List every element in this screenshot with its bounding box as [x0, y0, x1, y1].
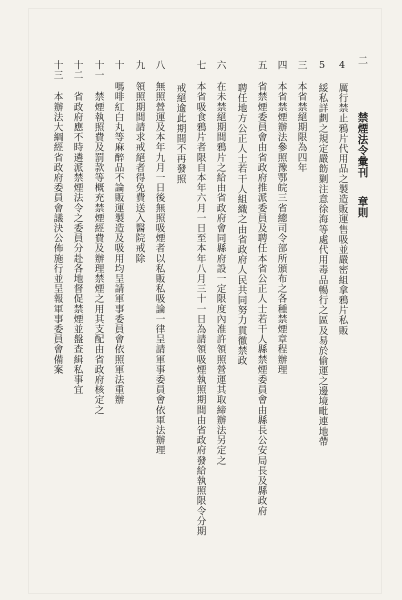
- running-title: 禁煙法令彙刊: [356, 112, 369, 178]
- item-number: 七: [194, 60, 206, 71]
- item-text: 省禁煙委員會由省政府推派委員及聘任本省公正人士若干人縣禁煙委員會由縣長公安局長及縣政府: [255, 81, 267, 516]
- item-text: 綏私詳劃之規定嚴飭剿注意徐海等處代用毒品暢行之區及易於偷運之邊境毗連地帶: [316, 83, 328, 447]
- line-article-5-cont: [236, 83, 246, 366]
- item-text: 厲行禁止鴉片代用品之製造販運售吸並嚴密組拿鴉片私販: [336, 83, 348, 336]
- item-number: 八: [153, 60, 165, 71]
- item-text: 省政府應不時遴派禁煙法令之委員分赴各地督促禁煙並盤查緝私事宜: [71, 91, 83, 395]
- line-article-6: [215, 60, 225, 465]
- item-text: 本省禁煙辦法參照豫鄂皖三省總司令部所頒布之各種禁煙章程辦理: [275, 81, 287, 375]
- page-number: 二: [358, 56, 368, 67]
- item-text: 無照營運及本年九月一日後無照吸煙者以私販私吸論一律呈請軍事委員會依軍法辦理: [153, 81, 165, 456]
- line-article-7: [195, 60, 205, 536]
- item-text: 本省禁絕期限為四年: [295, 81, 307, 173]
- line-4: [337, 60, 347, 336]
- item-number: 十二: [71, 60, 83, 81]
- line-article-7-cont: [175, 83, 185, 184]
- item-text: 本省吸食鴉片者限自本年六月一日至本年八月三十一日為請領吸煙執照期間由省政府發給執照限令分期: [194, 81, 206, 537]
- section-label: 章則: [356, 196, 369, 218]
- item-number: 九: [133, 60, 145, 71]
- line-article-8: [154, 60, 164, 455]
- item-number: 六: [214, 60, 226, 71]
- line-article-3: [296, 60, 306, 173]
- line-article-12: [72, 60, 82, 395]
- line-article-11: [93, 60, 103, 415]
- item-number: 十三: [51, 60, 63, 81]
- item-text: 領照期間請求戒絕者得免費送入醫院戒除: [133, 81, 145, 264]
- item-number: 十一: [92, 60, 104, 81]
- item-number: 十: [112, 60, 124, 71]
- line-article-9: [134, 60, 144, 263]
- item-number: 5: [316, 60, 328, 72]
- item-text: 嗎啡紅白丸等麻醉品不論販運製造及吸用均呈請軍事委員會依照軍法重辦: [112, 81, 124, 405]
- item-text: 戒絕逾此期間不再發照: [174, 83, 186, 184]
- item-text: 禁煙執照費及罰款等概充禁煙經費及辦理禁煙之用其支配由省政府核定之: [92, 91, 104, 415]
- line-article-13: [52, 60, 62, 375]
- item-number: 4: [336, 60, 348, 72]
- line-5: [317, 60, 327, 447]
- item-text: 本辦法大綱經省政府委員會議決公佈施行並呈報軍事委員會備案: [51, 91, 63, 375]
- item-number: 四: [275, 60, 287, 71]
- line-article-5: [256, 60, 266, 516]
- item-text: 聘任地方公正人士若干人組織之由省政府人民共同努力貫徹禁政: [235, 83, 247, 366]
- item-text: 在未禁絕期間鴉片之給由省政府會同縣府設一定限度內准許領照營運其取締辦法另定之: [214, 81, 226, 466]
- line-article-4: [276, 60, 286, 375]
- line-article-10: [113, 60, 123, 405]
- item-number: 三: [295, 60, 307, 71]
- item-number: 五: [255, 60, 267, 71]
